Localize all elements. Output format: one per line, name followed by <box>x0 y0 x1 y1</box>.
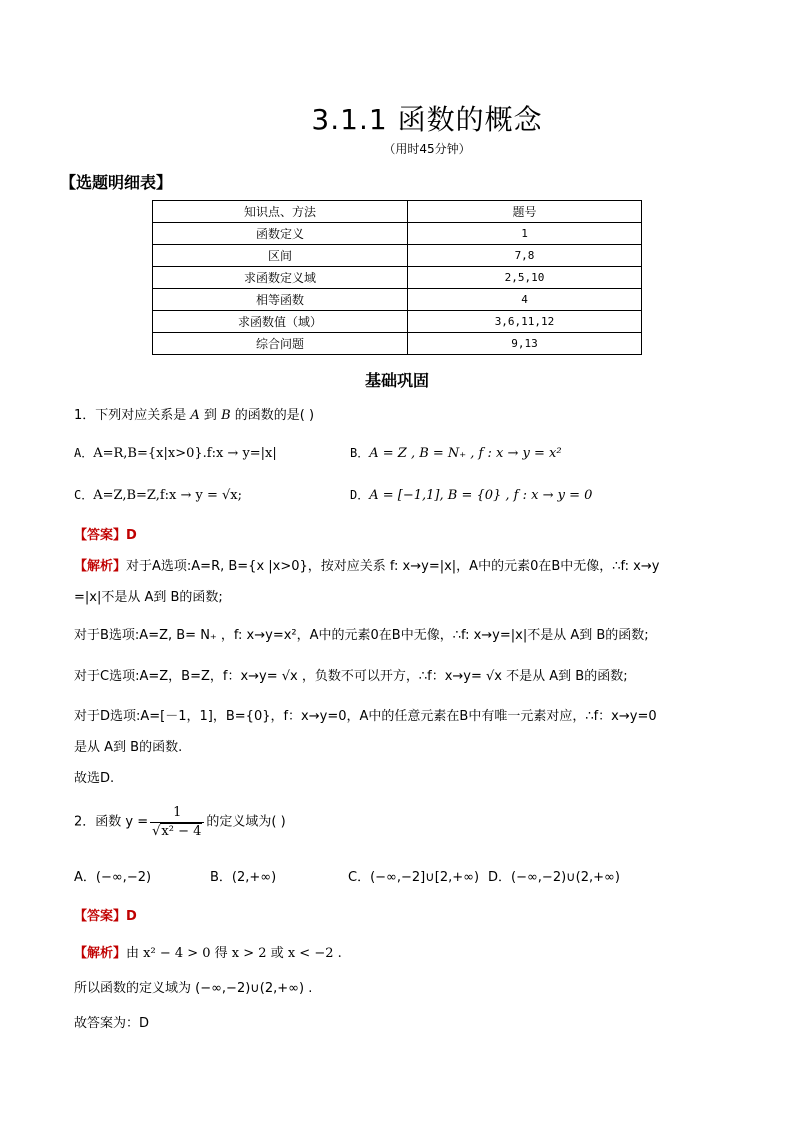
q2-analysis-text: 由 x² − 4 > 0 得 x > 2 或 x < −2 . <box>126 946 342 961</box>
q1-option-b <box>350 444 562 461</box>
q2-option-b: B．(2,+∞) <box>210 870 277 885</box>
q1-stem-prefix: 1．下列对应关系是 <box>74 408 191 423</box>
q2-option-c: C．(−∞,−2]∪[2,+∞) <box>348 870 480 885</box>
q2-option-d: D．(−∞,−2)∪(2,+∞) <box>488 870 620 885</box>
table-cell: 综合问题 <box>153 333 408 355</box>
q1-option-d-label: D． <box>350 488 370 502</box>
page-title: 3.1.1 函数的概念 <box>311 103 543 136</box>
detail-table <box>152 200 642 355</box>
q1-option-c-label: C． <box>74 488 94 502</box>
q1-option-c <box>74 486 242 503</box>
q1-stem-mid: 到 <box>199 408 222 423</box>
q1-answer-label: 【答案】 <box>74 528 127 543</box>
q1-analysis-label: 【解析】 <box>74 559 127 574</box>
q1-stem <box>74 404 314 423</box>
table-row <box>153 311 642 333</box>
q2-answer-value: D <box>126 909 137 924</box>
page-subtitle: （用时45分钟） <box>383 142 471 156</box>
q1-analysis-line: =|x|不是从 A到 B的函数; <box>74 590 223 605</box>
table-row <box>153 333 642 355</box>
table-cell: 函数定义 <box>153 223 408 245</box>
table-cell: 7,8 <box>408 245 642 267</box>
q2-fraction-radicand: x² − 4 <box>161 824 202 839</box>
table-cell: 9,13 <box>408 333 642 355</box>
table-row <box>153 289 642 311</box>
table-header-cell: 知识点、方法 <box>153 201 408 223</box>
q2-stem-suffix: 的定义域为( ) <box>206 814 286 830</box>
q1-analysis-line: 对于B选项:A=Z, B= N₊ ，f: x→y=x²，A中的元素0在B中无像，∴f: x→y=|x|不是从 A到 B的函数; <box>74 628 649 643</box>
q1-analysis-line: 对于D选项:A=[－1，1]，B={0}，f：x→y=0，A中的任意元素在B中有唯一元素对应，∴f：x→y=0 <box>74 709 657 724</box>
table-cell: 3,6,11,12 <box>408 311 642 333</box>
q1-analysis-text: 对于A选项:A=R, B={x |x>0}，按对应关系 f: x→y=|x|，A中的元素0在B中无像，∴f: x→y <box>126 559 660 574</box>
q2-answer-label: 【答案】 <box>74 909 127 924</box>
q2-analysis-line: 所以函数的定义域为 (−∞,−2)∪(2,+∞) . <box>74 981 313 996</box>
q1-option-d-text: A = [−1,1], B = {0} , f : x → y = 0 <box>369 488 593 503</box>
q2-option-a: A．(−∞,−2) <box>74 870 152 885</box>
q2-stem-prefix: 2．函数 y = <box>74 814 149 830</box>
table-row <box>153 245 642 267</box>
q2-analysis-label: 【解析】 <box>74 946 127 961</box>
table-cell: 相等函数 <box>153 289 408 311</box>
q1-option-b-label: B． <box>350 446 370 460</box>
table-cell: 求函数值（域） <box>153 311 408 333</box>
table-cell: 区间 <box>153 245 408 267</box>
q1-conclusion: 故选D. <box>74 771 115 786</box>
section-title: 基础巩固 <box>364 371 429 390</box>
table-header-row <box>153 201 642 223</box>
q2-analysis-line <box>74 942 342 961</box>
q2-answer <box>74 905 137 924</box>
q2-fraction-denominator: √x² − 4 <box>152 824 202 839</box>
table-cell: 2,5,10 <box>408 267 642 289</box>
q2-conclusion: 故答案为：D <box>74 1016 150 1031</box>
q1-option-a-text: A=R,B={x|x>0}.f:x → y=|x| <box>93 446 277 461</box>
q1-option-c-text: A=Z,B=Z,f:x → y = √x; <box>93 488 243 503</box>
q1-option-b-text: A = Z , B = N₊ , f : x → y = x² <box>369 446 562 461</box>
table-cell: 4 <box>408 289 642 311</box>
q1-option-d <box>350 486 592 503</box>
q1-stem-a: A <box>190 408 200 423</box>
detail-table-heading: 【选题明细表】 <box>60 173 173 192</box>
q1-answer-value: D <box>126 528 137 543</box>
q1-option-a <box>74 444 277 461</box>
q1-analysis-line <box>74 555 659 574</box>
q1-answer <box>74 524 137 543</box>
q1-option-a-label: A． <box>74 446 94 460</box>
q1-analysis-line: 对于C选项:A=Z，B=Z，f：x→y= √x ，负数不可以开方，∴f：x→y= √x 不是从 A到 B的函数; <box>74 669 628 684</box>
q2-fraction-numerator: 1 <box>150 804 204 823</box>
q1-analysis-line: 是从 A到 B的函数. <box>74 740 183 755</box>
q1-stem-suffix: 的函数的是( ) <box>230 408 315 423</box>
table-cell: 求函数定义域 <box>153 267 408 289</box>
q2-fraction <box>150 804 204 841</box>
table-header-cell: 题号 <box>408 201 642 223</box>
table-cell: 1 <box>408 223 642 245</box>
q1-stem-b: B <box>221 408 231 423</box>
q2-stem <box>74 804 286 841</box>
table-row <box>153 267 642 289</box>
table-row <box>153 223 642 245</box>
